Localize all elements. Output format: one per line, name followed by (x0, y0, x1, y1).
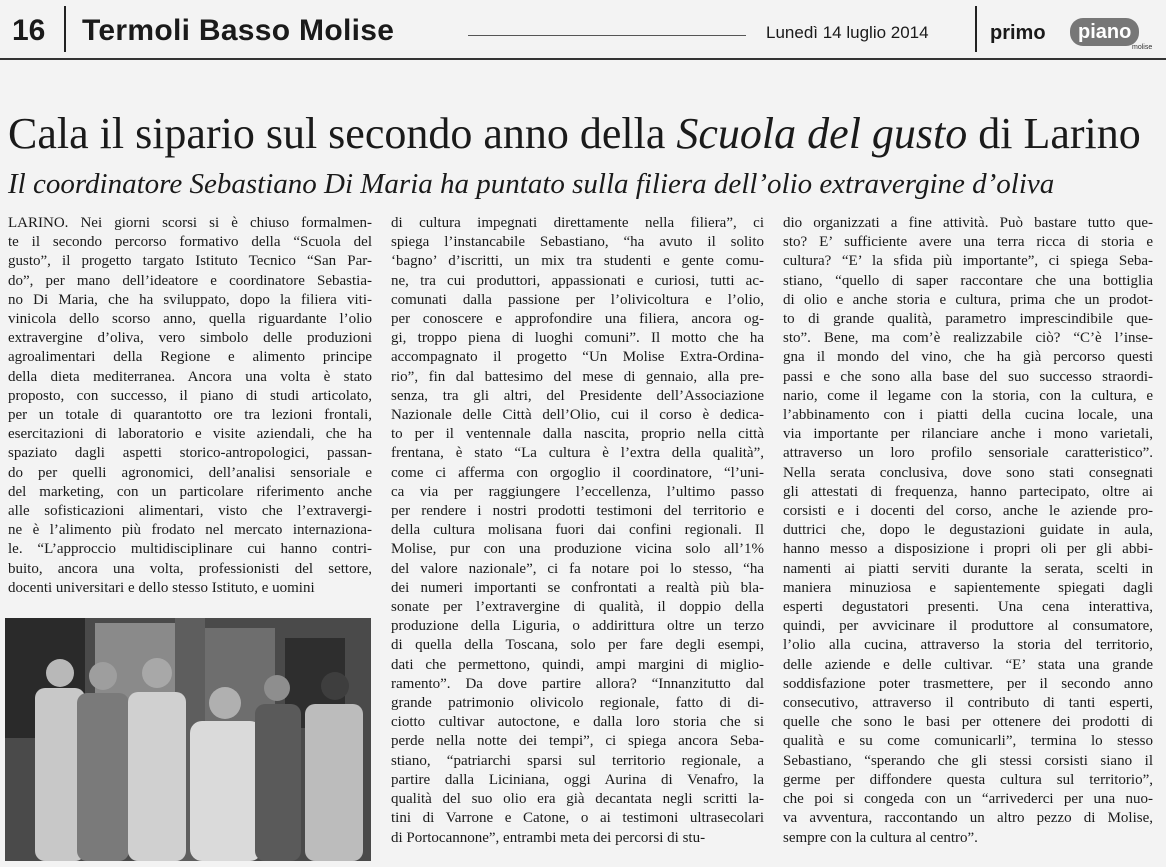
article-text-line: ‘bagno’ d’iscritti, un mix tra studenti e gente comu- (391, 253, 764, 270)
article-text-line: accompagnato il progetto “Un Molise Extra-Ordina- (391, 349, 764, 366)
article-text-line: di quella della Toscana, solo per fare degli esempi, (391, 637, 764, 654)
logo-piano: piano (1070, 18, 1139, 46)
article-text-line: alle sofisticazioni alimentari, visto che l’extravergi- (8, 503, 372, 520)
article-text-line: della dieta mediterranea. Ancora una volta è stato (8, 368, 372, 385)
article-text-line: dati che permettono, quindi, ampi margini di miglio- (391, 656, 764, 673)
article-headline (8, 108, 1158, 160)
article-text-line: frentana, è stato “La cultura è l’extra della qualità”, (391, 445, 764, 462)
article-text-line: per conoscere e approfondire una filiera, ancora og- (391, 311, 764, 328)
logo-primo: primo (990, 22, 1046, 44)
article-text-line: do”, per mano dell’ideatore e coordinatore Sebastia- (8, 272, 372, 289)
article-text-line: stiano, “patriarchi sparsi sul territorio regionale, a (391, 752, 764, 769)
article-text-line: esercitazioni di laboratorio e visite aziendali, che ha (8, 426, 372, 443)
article-text-line: ne, tra cui produttori, appassionati e curiosi, tutti ac- (391, 272, 764, 289)
article-text-line: sto? E’ sufficiente avere una terra ricca di storia e (783, 234, 1153, 251)
article-text-line: corsisti e i docenti del corso, anche le aziende pro- (783, 503, 1153, 520)
article-text-line: via importante per rilanciare anche i mono varietali, (783, 426, 1153, 443)
article-text-line: per rendere i nostri prodotti testimoni del territorio e (391, 503, 764, 520)
article-text-line: ca via per raggiungere l’eccellenza, l’ultimo passo (391, 483, 764, 500)
article-text-line: l’abbinamento con i piatti della cucina locale, una (783, 407, 1153, 424)
article-text-line: stiano, “quello di saper raccontare che una bottiglia (783, 272, 1153, 289)
article-text-line: Molise, pur con una produzione vicina solo all’1% (391, 541, 764, 558)
article-text-line: vinicola dello scorso anno, quella riguardante l’olio (8, 311, 372, 328)
article-text-line: va avventura, raccontando un altro pezzo di Molise, (783, 810, 1153, 827)
article-text-line: proposto, con successo, il piano di studi articolato, (8, 387, 372, 404)
article-text-line: come ci afferma con orgoglio il coordinatore, “l’uni- (391, 464, 764, 481)
article-text-line: te il secondo percorso formativo della “Scuola del (8, 234, 372, 251)
article-text-line: partire dalla Liciniana, oggi Aurina di Venafro, la (391, 771, 764, 788)
article-column-2 (391, 214, 764, 848)
article-text-line: spiega l’instancabile Sebastiano, “ha avuto il solito (391, 234, 764, 251)
article-text-line: produzione della Liguria, o addirittura oltre un terzo (391, 618, 764, 635)
article-text-line: quelle che sono le basi per ottenere dei prodotti di (783, 714, 1153, 731)
article-text-line: no Di Maria, che ha sviluppato, dopo la filiera viti- (8, 291, 372, 308)
article-text-line: che poi si congeda con un “arrivederci per una nuo- (783, 791, 1153, 808)
article-column-1 (8, 214, 372, 598)
article-text-line: qualità e su come comunicarli”, termina lo stesso (783, 733, 1153, 750)
logo-molise: molise (1132, 44, 1153, 51)
article-text-line: rio”, fin dal battesimo del mese di gennaio, alla pre- (391, 368, 764, 385)
article-text-line: comunati dalla passione per l’olivicoltura e l’olio, (391, 291, 764, 308)
article-text-line: ramento”. Da dove partire allora? “Innanzitutto dal (391, 675, 764, 692)
article-text-line: quindi, per avvicinare il produttore al consumatore, (783, 618, 1153, 635)
article-text-line: ne è l’alimento più frodato nel mercato internaziona- (8, 522, 372, 539)
header-bottom-rule (0, 58, 1166, 60)
article-text-line: spaziato dagli aspetti storico-antropologici, passan- (8, 445, 372, 462)
article-text-line: buito, ancora una volta, professionisti del settore, (8, 560, 372, 577)
article-text-line: sto”. Bene, ma com’è realizzabile ciò? “C’è l’inse- (783, 330, 1153, 347)
article-text-line: Nazionale delle Città dell’Olio, cui il corso è dedica- (391, 407, 764, 424)
article-text-line: le. “L’approccio multidisciplinare cui hanno contri- (8, 541, 372, 558)
article-text-line: docenti universitari e dello stesso Istituto, e uomini (8, 579, 315, 596)
article-subheadline: Il coordinatore Sebastiano Di Maria ha puntato sulla filiera dell’olio extravergine d’oliva (8, 168, 1055, 200)
article-text-line: dio organizzati a fine attività. Può bastare tutto que- (783, 215, 1153, 231)
article-text-line: per un totale di quarantotto ore tra lezioni frontali, (8, 407, 372, 424)
article-text-line: gi, troppo piena di luoghi comuni”. Il motto che ha (391, 330, 764, 347)
headline-italic: Scuola del gusto (676, 109, 968, 158)
article-text-line: passi e che sono alla base del suo successo straordi- (783, 368, 1153, 385)
article-text-line: consecutivo, attraverso il contributo di tanti esperti, (783, 695, 1153, 712)
article-text-line: do per quelli agronomici, dell’analisi sensoriale e (8, 464, 372, 481)
page-number: 16 (12, 14, 46, 47)
article-text-line: Sebastiano, “sperando che gli stessi corsisti siano il (783, 752, 1153, 769)
article-text-line: sempre con la cultura al centro”. (783, 829, 978, 846)
article-text-line: nario, come il legame con la storia, con la cultura, e (783, 387, 1153, 404)
article-text-line: l’olio alla cucina, attraverso la storia del territorio, (783, 637, 1153, 654)
article-text-line: ciotto cultivar autoctone, e dalla loro storia che si (391, 714, 764, 731)
article-text-line: to di grande qualità, parametro imprescindibile que- (783, 311, 1153, 328)
article-text-line: esperti degustatori presenti. Una cena interattiva, (783, 599, 1153, 616)
group-photo (5, 618, 371, 861)
article-text-line: Nella serata conclusiva, dove sono stati consegnati (783, 464, 1153, 481)
article-text-line: LARINO. Nei giorni scorsi si è chiuso formalmen- (8, 215, 372, 231)
article-column-3 (783, 214, 1153, 848)
article-text-line: sonate per l’extravergine di qualità, il doppio della (391, 599, 764, 616)
article-text-line: gli attestati di frequenza, hanno partecipato, oltre ai (783, 483, 1153, 500)
article-text-line: qualità del suo olio era già decantata negli scritti la- (391, 791, 764, 808)
article-text-line: hanno messo a disposizione i propri oli per gli abbi- (783, 541, 1153, 558)
article-text-line: namenti ai piatti serviti durante la serata, scelti in (783, 560, 1153, 577)
article-text-line: di Portocannone”, entrambi meta dei percorsi di stu- (391, 829, 706, 846)
article-text-line: attraverso un loro profilo sensoriale caratteristico”. (783, 445, 1153, 462)
article-text-line: del marketing, con un particolare riferimento anche (8, 483, 372, 500)
article-text-line: to per il ventennale dalla nascita, proprio nella città (391, 426, 764, 443)
article-text-line: del valore nazionale”, ci fa notare poi lo stesso, “ha (391, 560, 764, 577)
article-text-line: grande patrimonio olivicolo regionale, fatto di di- (391, 695, 764, 712)
article-text-line: soddisfazione poter trasmettere, per il secondo anno (783, 675, 1153, 692)
issue-date: Lunedì 14 luglio 2014 (766, 23, 929, 42)
headline-part-1: Cala il sipario sul secondo anno della (8, 109, 677, 158)
section-title: Termoli Basso Molise (82, 14, 395, 47)
header-rule (468, 35, 746, 36)
header-divider-right (975, 6, 977, 52)
article-text-line: tini di Varrone e Catone, o ai testimoni ultrasecolari (391, 810, 764, 827)
page-header (0, 0, 1166, 56)
article-text-line: di cultura impegnati direttamente nella filiera”, ci (391, 215, 764, 231)
article-text-line: cultura? “E’ la sfida più importante”, ci spiega Seba- (783, 253, 1153, 270)
article-text-line: germe per diffondere questa cultura sul territorio”, (783, 771, 1153, 788)
article-text-line: maniera minuziosa e sapientemente spiegati dagli (783, 579, 1153, 596)
article-text-line: della cultura molisana fuori dai confini regionali. Il (391, 522, 764, 539)
article-text-line: duttrici che, dopo le degustazioni guidate in aula, (783, 522, 1153, 539)
header-divider (64, 6, 66, 52)
article-text-line: agroalimentari della Regione e alimento principe (8, 349, 372, 366)
article-text-line: di olio e anche storia e cultura, prima che un prodot- (783, 291, 1153, 308)
article-text-line: dei numeri importanti se confrontati a realtà più bla- (391, 579, 764, 596)
article-text-line: perde nella notte dei tempi”, ci spiega ancora Seba- (391, 733, 764, 750)
headline-part-2: di Larino (967, 109, 1141, 158)
article-text-line: extravergine d’oliva, vero simbolo delle produzioni (8, 330, 372, 347)
article-text-line: gusto”, il progetto targato Istituto Tecnico “San Par- (8, 253, 372, 270)
article-text-line: senza, tra gli altri, del Presidente dell’Associazione (391, 387, 764, 404)
article-text-line: gna il mondo del vino, che ha già percorso questi (783, 349, 1153, 366)
article-text-line: delle aziende e delle cultivar. “E’ stata una grande (783, 656, 1153, 673)
